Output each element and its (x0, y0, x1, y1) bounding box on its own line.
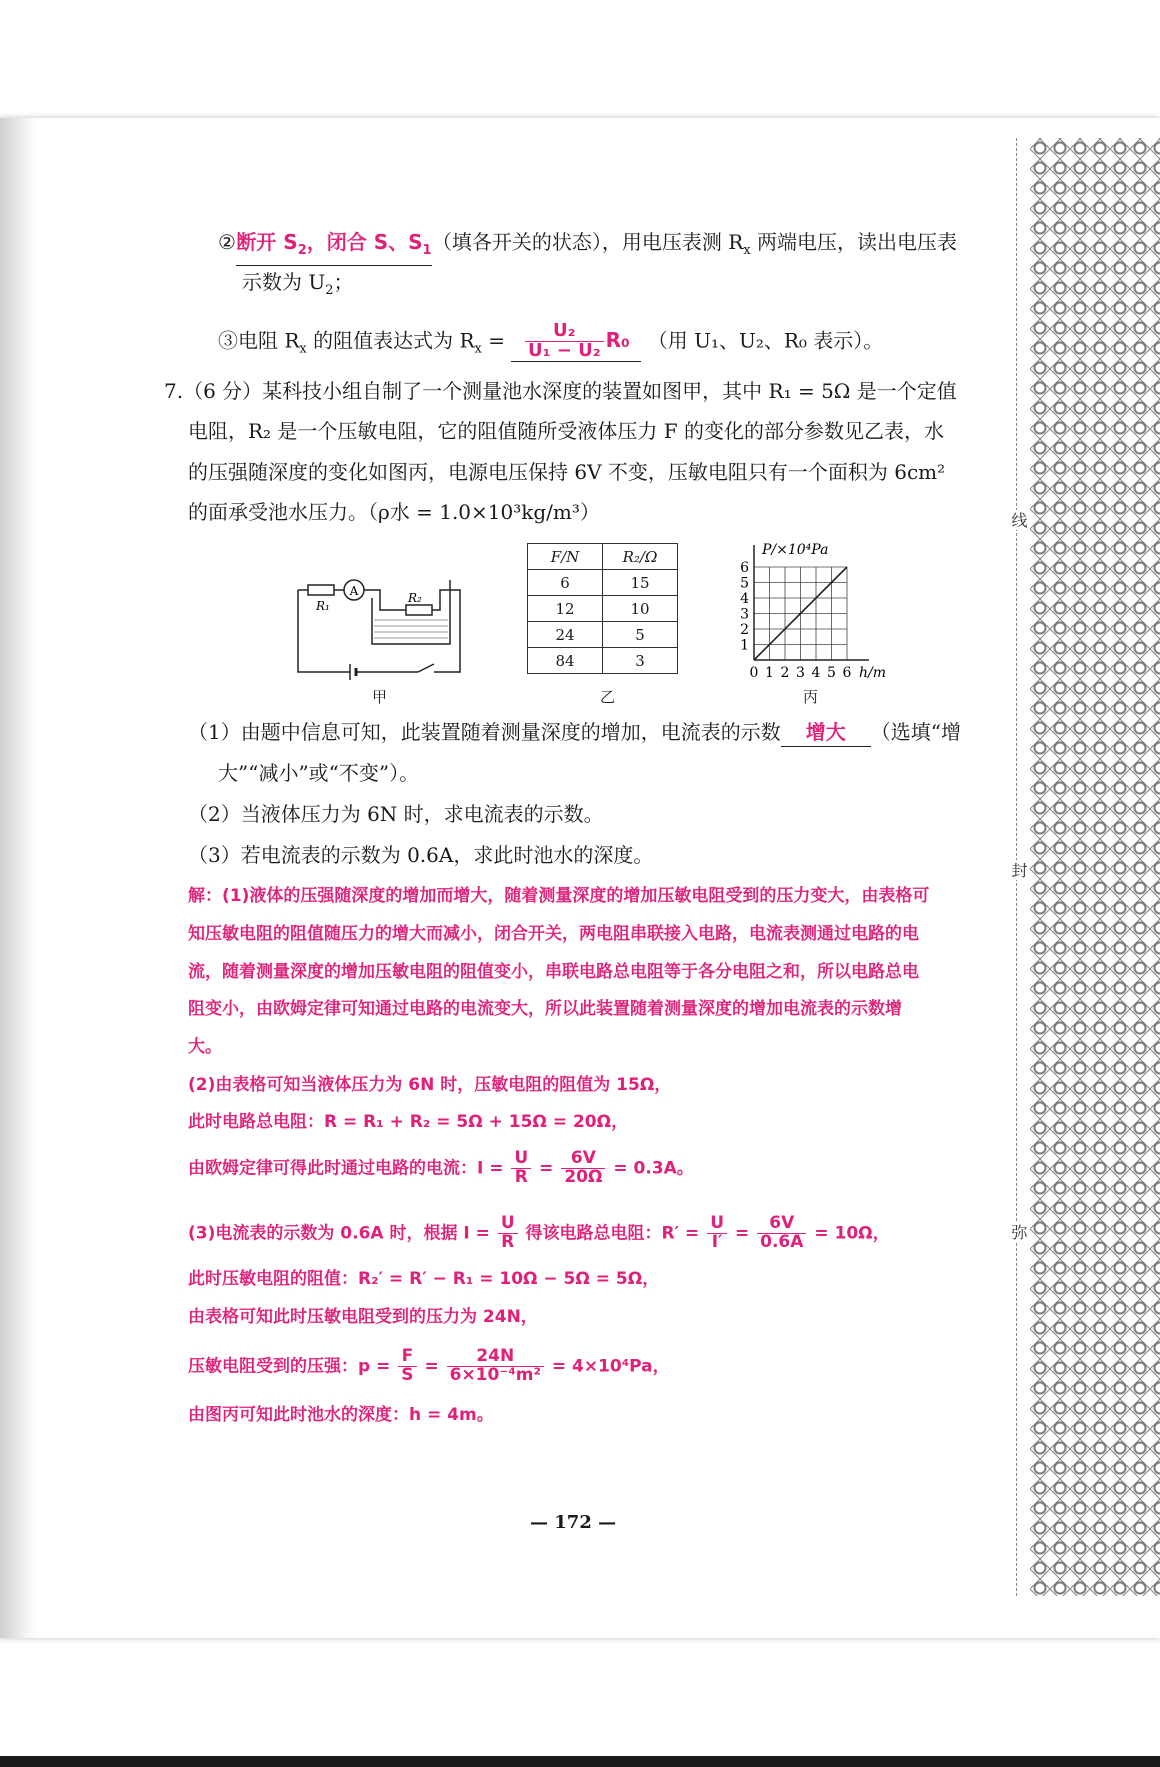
sub2-line: （2）当液体压力为 6N 时，求电流表的示数。 (188, 802, 604, 826)
screen-bottom-bar (0, 1756, 1160, 1767)
side-mark-mi: 弥 (1009, 1224, 1028, 1240)
step3-fraction: $\frac{\text{U₂}}{\text{U₁ − U₂}}$ (525, 322, 604, 361)
solution-line-10: 此时压敏电阻的阻值：R₂′ = R′ − R₁ = 10Ω − 5Ω = 5Ω， (188, 1269, 660, 1289)
step2-answer-blank: 断开 $S_2$，闭合 S、$S_1$ (236, 228, 432, 266)
side-mark-xian: 线 (1009, 512, 1028, 528)
table-row: 12 10 (528, 596, 678, 622)
y-tick-label: 6 (740, 560, 749, 576)
solution-line-6: (2)由表格可知当液体压力为 6N 时，压敏电阻的阻值为 15Ω， (188, 1075, 672, 1095)
step2-line2: 示数为 $U_2$； (242, 270, 354, 298)
pressure-depth-chart (724, 536, 924, 686)
solution-line-5: 大。 (188, 1037, 222, 1057)
sub1-answer-blank: 增大 (781, 718, 871, 747)
x-tick-label: 6 (842, 665, 852, 681)
pressure-resistance-table (527, 543, 678, 674)
solution-line-4: 阻变小，由欧姆定律可知通过电路的电流变大，所以此装置随着测量深度的增加电流表的示数增 (188, 999, 902, 1019)
x-tick-label: 1 (765, 665, 774, 681)
solution-line-7: 此时电路总电阻：R = R₁ + R₂ = 5Ω + 15Ω = 20Ω， (188, 1112, 629, 1132)
fraction: $\frac{F}{S}$ (398, 1348, 416, 1385)
x-tick-label: 2 (780, 665, 790, 681)
r1-label: R₁ (316, 599, 330, 613)
table-row: 24 5 (528, 622, 678, 648)
table-row: 6 15 (528, 570, 678, 596)
y-tick-label: 2 (740, 622, 749, 638)
q7-line2: 电阻，R₂ 是一个压敏电阻，它的阻值随所受液体压力 F 的变化的部分参数见乙表，水 (188, 419, 945, 443)
sub1-line2: 大”“减小”或“不变”）。 (218, 761, 420, 785)
y-tick-label: 1 (740, 637, 749, 654)
solution-line-2: 知压敏电阻的阻值随压力的增大而减小，闭合开关，两电阻串联接入电路，电流表测通过电路的电 (188, 924, 919, 944)
x-tick-label: 5 (827, 665, 836, 681)
r2-label: R₂ (408, 591, 422, 605)
step2-line1: ②断开 $S_2$，闭合 S、$S_1$（填各开关的状态），用电压表测 $R_x$ 两端电压，读出电压表 (218, 228, 957, 266)
ammeter-label: A (349, 584, 359, 598)
q7-line4: 的面承受池水压力。（ρ水 = 1.0×10³kg/m³） (188, 500, 600, 524)
y-tick-label: 3 (740, 606, 749, 623)
step3-answer-blank: $\frac{\text{U₂}}{\text{U₁ − U₂}}$ R₀ (511, 322, 641, 362)
fraction: $\frac{24N}{\text{6×10⁻⁴m²}}$ (447, 1348, 544, 1385)
side-mark-feng: 封 (1009, 862, 1028, 878)
y-tick-label: 4 (740, 591, 749, 607)
step3-line: ③电阻 $R_x$ 的阻值表达式为 $R_x$ = $\frac{\text{U₂}}{\text{U₁ − U₂}}$ R₀ （用 U₁、U₂、R₀ 表示）。 (218, 320, 884, 361)
solution-line-12: 压敏电阻受到的压强：p = $\frac{F}{S}$ = $\frac{24N}{\text{6×10⁻⁴m²}}$ = 4×10⁴Pa， (188, 1346, 670, 1385)
fraction: $\frac{6V}{20\Omega}$ (561, 1150, 605, 1187)
fraction: $\frac{U}{I'}$ (707, 1215, 727, 1252)
x-tick-label: 4 (811, 665, 821, 681)
y-tick-label: 5 (740, 575, 749, 592)
table-row: 84 3 (528, 648, 678, 674)
caption-bing: 丙 (803, 688, 819, 706)
margin-pattern (1030, 138, 1160, 1596)
q7-line1: 7.（6 分）某科技小组自制了一个测量池水深度的装置如图甲，其中 R₁ = 5Ω 是一个定值 (164, 379, 957, 403)
solution-line-1: 解：(1)液体的压强随深度的增加而增大，随着测量深度的增加压敏电阻受到的压力变大，由表格可 (188, 886, 930, 906)
caption-jia: 甲 (372, 688, 388, 706)
page-number: — 172 — (530, 1512, 617, 1533)
circuit-diagram (290, 570, 470, 680)
chart-x-label: h/m (859, 665, 887, 681)
sub3-line: （3）若电流表的示数为 0.6A，求此时池水的深度。 (188, 843, 654, 867)
q7-line3: 的压强随深度的变化如图丙，电源电压保持 6V 不变，压敏电阻只有一个面积为 6cm² (188, 460, 946, 484)
table-header-f: F/N (528, 544, 603, 570)
fraction: $\frac{6V}{0.6A}$ (757, 1215, 806, 1252)
solution-line-11: 由表格可知此时压敏电阻受到的压力为 24N， (188, 1307, 538, 1327)
caption-yi: 乙 (600, 688, 616, 706)
x-tick-label: 3 (796, 665, 805, 681)
solution-line-9: (3)电流表的示数为 0.6A 时，根据 I = $\frac{U}{R}$ 得该电路总电阻：R′ = $\frac{U}{I'}$ = $\frac{6V}{0.6A}$ = 10Ω， (188, 1213, 890, 1252)
solution-line-3: 流，随着测量深度的增加压敏电阻的阻值变小，串联电路总电阻等于各分电阻之和，所以电路总电 (188, 962, 919, 982)
fraction: $\frac{U}{R}$ (511, 1150, 531, 1187)
table-header-r2: R₂/Ω (603, 544, 678, 570)
binding-shadow (0, 118, 38, 1638)
solution-line-13: 由图丙可知此时池水的深度：h = 4m。 (188, 1405, 494, 1425)
x-tick-label: 0 (749, 665, 759, 681)
solution-line-8: 由欧姆定律可得此时通过电路的电流：I = $\frac{U}{R}$ = $\frac{6V}{20\Omega}$ = 0.3A。 (188, 1148, 694, 1187)
fraction: $\frac{U}{R}$ (498, 1215, 518, 1252)
chart-y-title: P/×10⁴Pa (762, 542, 829, 558)
sub1-line1: （1）由题中信息可知，此装置随着测量深度的增加，电流表的示数 增大 （选填“增 (188, 718, 961, 747)
